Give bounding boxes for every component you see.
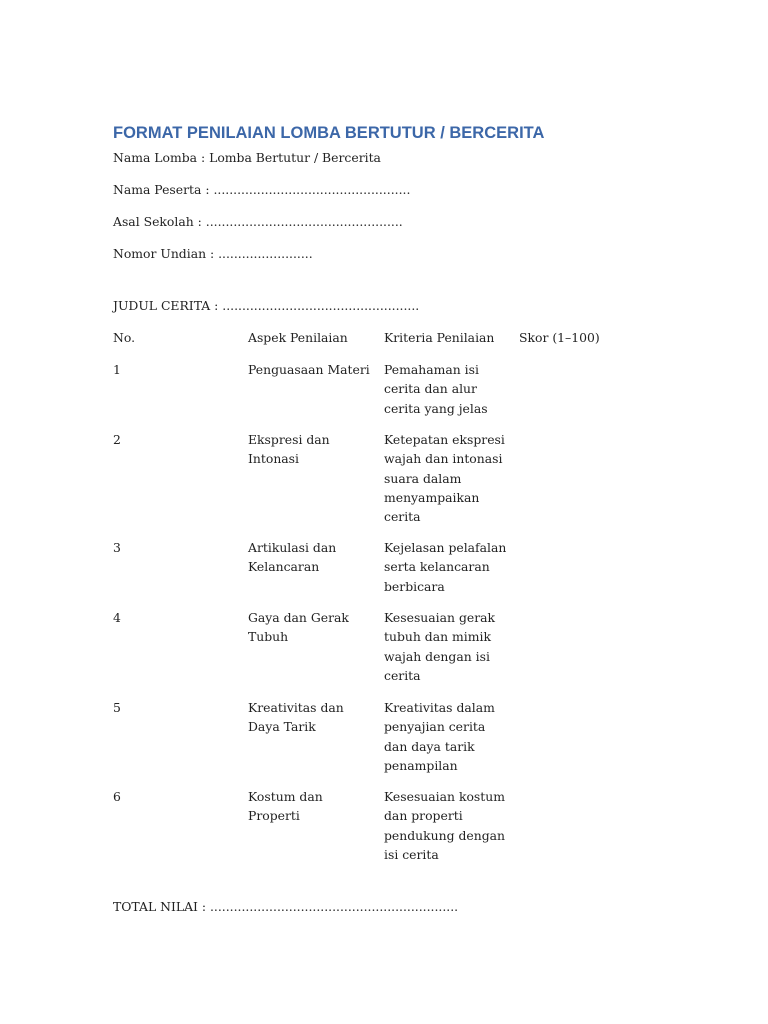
header-kriteria: Kriteria Penilaian: [384, 330, 495, 345]
row-2-kriteria: Ketepatan ekspresi wajah dan intonasi suara dalam menyampaikan cerita: [384, 432, 505, 525]
judul-cerita-field: JUDUL CERITA : ..................................................: [113, 298, 420, 313]
nama-lomba-field: Nama Lomba : Lomba Bertutur / Bercerita: [113, 150, 381, 165]
row-5-aspek: Kreativitas dan Daya Tarik: [248, 700, 344, 735]
row-3-aspek: Artikulasi dan Kelancaran: [248, 540, 337, 575]
row-4-aspek: Gaya dan Gerak Tubuh: [248, 610, 349, 645]
row-3-kriteria: Kejelasan pelafalan serta kelancaran berbicara: [384, 540, 507, 594]
total-nilai-field: TOTAL NILAI : ...............................................................: [113, 899, 459, 914]
row-3-no: 3: [113, 540, 121, 555]
row-2-aspek: Ekspresi dan Intonasi: [248, 432, 330, 467]
row-1-kriteria: Pemahaman isi cerita dan alur cerita yang jelas: [384, 362, 488, 416]
row-1-no: 1: [113, 362, 121, 377]
row-1-aspek: Penguasaan Materi: [248, 362, 370, 377]
nomor-undian-field: Nomor Undian : ........................: [113, 246, 313, 261]
row-2-no: 2: [113, 432, 121, 447]
row-5-kriteria: Kreativitas dalam penyajian cerita dan daya tarik penampilan: [384, 700, 495, 773]
row-6-no: 6: [113, 789, 121, 804]
document-title: FORMAT PENILAIAN LOMBA BERTUTUR / BERCERITA: [113, 124, 545, 142]
row-4-kriteria: Kesesuaian gerak tubuh dan mimik wajah dengan isi cerita: [384, 610, 496, 683]
header-no: No.: [113, 330, 136, 345]
header-skor: Skor (1–100): [519, 330, 600, 345]
row-6-kriteria: Kesesuaian kostum dan properti pendukung dengan isi cerita: [384, 789, 506, 862]
row-5-no: 5: [113, 700, 121, 715]
row-4-no: 4: [113, 610, 121, 625]
nama-peserta-field: Nama Peserta : ..................................................: [113, 182, 411, 197]
asal-sekolah-field: Asal Sekolah : ..................................................: [113, 214, 403, 229]
row-6-aspek: Kostum dan Properti: [248, 789, 323, 824]
header-aspek: Aspek Penilaian: [248, 330, 348, 345]
